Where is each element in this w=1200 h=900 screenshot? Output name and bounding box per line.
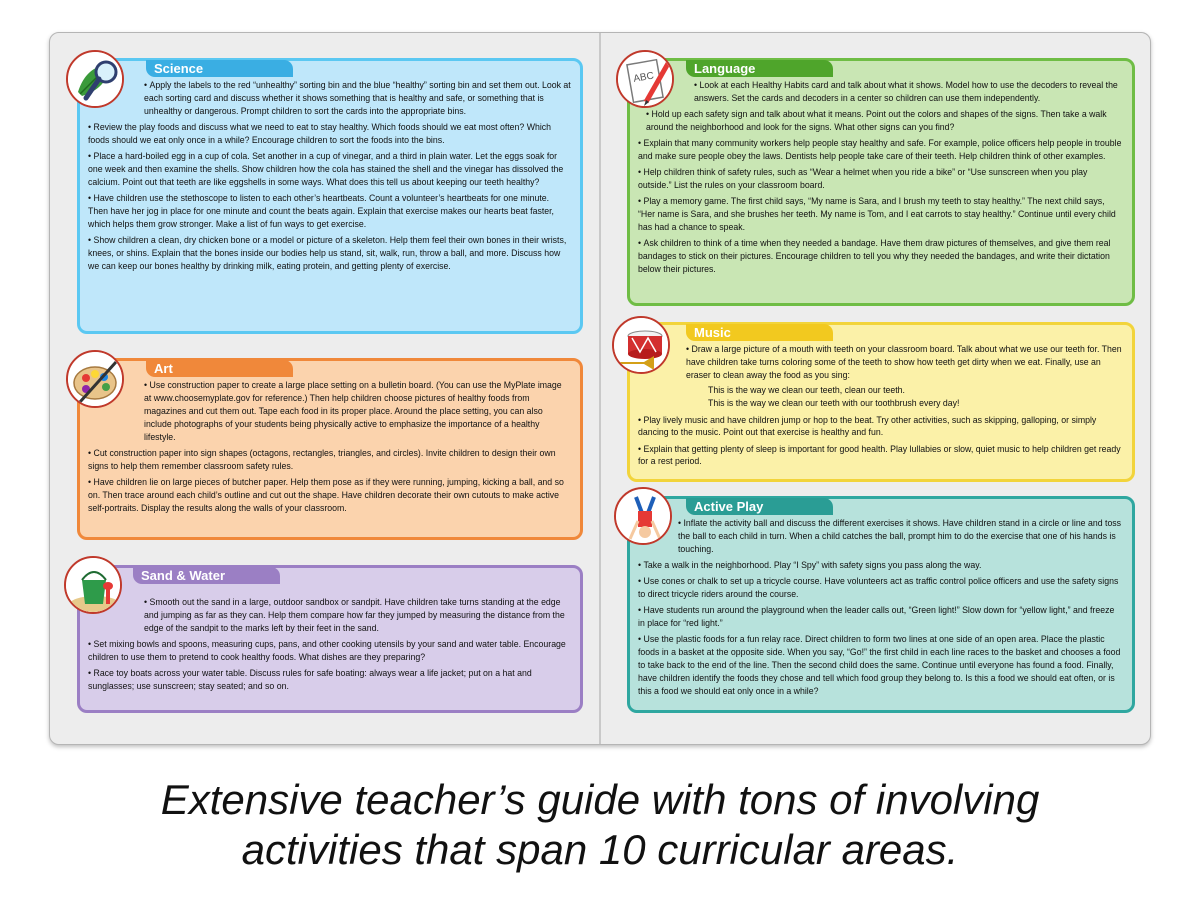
sand-water-panel: [77, 565, 583, 713]
book-spine: [599, 33, 601, 744]
language-panel: [627, 58, 1135, 306]
science-list: [88, 79, 571, 272]
active-play-panel: [627, 496, 1135, 713]
sand-bucket-icon: [64, 556, 122, 614]
list-item: • Take a walk in the neighborhood. Play “I Spy” with safety signs you pass along the way.: [638, 559, 1123, 572]
music-title: Music: [686, 324, 833, 341]
drum-trumpet-icon: [612, 316, 670, 374]
abc-paper-pencil-icon: [616, 50, 674, 108]
list-item: • Ask children to think of a time when they needed a bandage. Have them draw pictures of themselves, and give them real bandages to stick on their pictures. Encourage children to tell you why they needed the bandages, and write their dictation below their pictures.: [638, 237, 1123, 276]
caption-line: Extensive teacher’s guide with tons of involving: [160, 776, 1040, 823]
list-item: • Apply the labels to the red “unhealthy” sorting bin and the blue “healthy” sorting bin and set them out. Look at each sorting card and discuss whether it shows something that is healthy and safe, or something that is unhealthy or dangerous. Prompt children to sort the cards into the appropriate bins.: [88, 79, 571, 118]
list-item: • Use cones or chalk to set up a tricycle course. Have volunteers act as traffic control police officers and use the safety signs to direct tricycle riders around the course.: [638, 575, 1123, 601]
list-item: • Have children lie on large pieces of butcher paper. Help them pose as if they were running, jumping, kicking a ball, and so on. Then trace around each child’s outline and cut out the shape. Have children decorate their own cutouts to make active self-portraits. Display the results along the walls of your classroom.: [88, 476, 571, 515]
music-panel: [627, 322, 1135, 482]
list-item: • Smooth out the sand in a large, outdoor sandbox or sandpit. Have children take turns standing at the edge and jumping as far as they can. Help them compare how far they jumped by measuring the distance from the edge of the sandpit to the marks left by their feet in the sand.: [88, 586, 571, 635]
song-line: This is the way we clean our teeth with our toothbrush every day!: [708, 397, 960, 408]
art-title: Art: [146, 360, 293, 377]
caption-line: activities that span 10 curricular areas.: [241, 826, 959, 873]
list-item: • Review the play foods and discuss what we need to eat to stay healthy. Which foods should we eat most often? Which foods should we eat only once in a while? Encourage children to sort the foods into the bins.: [88, 121, 571, 147]
list-item: • Explain that many community workers help people stay healthy and safe. For example, police officers help people in trouble and make sure people obey the laws. Dentists help people take care of their teeth. Help children think of other examples.: [638, 137, 1123, 163]
paint-palette-icon: [66, 350, 124, 408]
list-item: • Use the plastic foods for a fun relay race. Direct children to form two lines at one side of an open area. Place the plastic foods in a basket at the opposite side. When you say, “Go!” the first child in each line races to the basket and chooses a food to take back to the end of the line. Then the second child does the same. Continue until everyone has found a food. Finally, have children identify the foods they chose and tell which food group they belong to. Is this a food we should eat often, or is this a food we should eat only once in a while?: [638, 633, 1123, 698]
list-item: • Play lively music and have children jump or hop to the beat. Try other activities, such as skipping, galloping, or simply dancing to the music. Point out that exercise is healthy and fun.: [638, 414, 1123, 440]
list-item: • Draw a large picture of a mouth with teeth on your classroom board. Talk about what we use our teeth for. Then have children take turns coloring some of the teeth to show how teeth get dirty when we eat. Finally, use an eraser to clean away the food as you sing:: [638, 343, 1123, 382]
list-item: • Set mixing bowls and spoons, measuring cups, pans, and other cooking utensils by your sand and water table. Encourage children to use them to pretend to cook healthy foods. What dishes are they preparing?: [88, 638, 571, 664]
list-item: • Use construction paper to create a large place setting on a bulletin board. (You can use the MyPlate image at www.choosemyplate.gov for reference.) Then help children choose pictures of healthy foods from magazines and cut them out. Tape each food in its proper place. Around the place setting, you can also include photographs of your students being physically active to emphasize the importance of a healthy lifestyle.: [88, 379, 571, 444]
science-panel: [77, 58, 583, 334]
language-title: Language: [686, 60, 833, 77]
language-list: [638, 79, 1123, 276]
music-list-continued: [638, 414, 1123, 469]
list-item: • Show children a clean, dry chicken bone or a model or picture of a skeleton. Help them feel their own bones in their wrists, knees, or shins. Explain that the bones inside our bodies help us stand, sit, walk, run, throw a ball, and more. Discuss how we can keep our bones healthy by drinking milk, eating protein, and getting plenty of exercise.: [88, 234, 571, 273]
svg-text:ABC: ABC: [632, 70, 655, 85]
list-item: • Inflate the activity ball and discuss the different exercises it shows. Have children stand in a circle or line and toss the ball to each child in turn. When a child catches the ball, prompt him to do the exercise that one of his hands is touching.: [638, 517, 1123, 556]
marketing-caption: [0, 775, 1200, 875]
list-item: • Cut construction paper into sign shapes (octagons, rectangles, triangles, and circles). Invite children to design their own signs to help them remember classroom safety rules.: [88, 447, 571, 473]
list-item: • Race toy boats across your water table. Discuss rules for safe boating: always wear a life jacket; put on a hat and sunglasses; use sunscreen; stay seated; and so on.: [88, 667, 571, 693]
active-play-list: [638, 517, 1123, 698]
music-list: [638, 343, 1123, 382]
science-title: Science: [146, 60, 293, 77]
active-play-title: Active Play: [686, 498, 833, 515]
list-item: • Have children use the stethoscope to listen to each other’s heartbeats. Count a volunteer’s heartbeats for one minute. Then have her jog in place for one minute and count the beats again. Explain that exercise makes our hearts beat faster, which helps them grow stronger. Make a list of fun ways to get exercise.: [88, 192, 571, 231]
art-list: [88, 379, 571, 514]
list-item: • Play a memory game. The first child says, “My name is Sara, and I brush my teeth to stay healthy.” The next child says, “Her name is Sara, and she brushes her teeth. My name is Tom, and I eat carrots to stay healthy.” Continue until every child has had a chance to speak.: [638, 195, 1123, 234]
list-item: • Look at each Healthy Habits card and talk about what it shows. Model how to use the decoders to reveal the answers. Set the cards and decoders in a center so children can use them independently.: [638, 79, 1123, 105]
song-line: This is the way we clean our teeth, clean our teeth.: [708, 384, 905, 395]
art-panel: [77, 358, 583, 540]
magnifying-glass-leaf-icon: [66, 50, 124, 108]
list-item: • Place a hard-boiled egg in a cup of cola. Set another in a cup of vinegar, and a third in plain water. Let the eggs soak for one week and then examine the shells. Show children how the cola has stained the shell and the vinegar has dissolved the calcium. Point out that teeth are like eggshells in some ways. What does this tell us about keeping our teeth healthy?: [88, 150, 571, 189]
sand-water-title: Sand & Water: [133, 567, 280, 584]
list-item: • Help children think of safety rules, such as “Wear a helmet when you ride a bike” or “Use sunscreen when you play outside.” List the rules on your classroom board.: [638, 166, 1123, 192]
child-handstand-icon: [614, 487, 672, 545]
list-item: • Have students run around the playground when the leader calls out, “Green light!” Slow down for “yellow light,” and freeze in place for “red light.”: [638, 604, 1123, 630]
list-item: • Explain that getting plenty of sleep is important for good health. Play lullabies or slow, quiet music to help children get ready for a rest period.: [638, 443, 1123, 469]
sand-water-list: [88, 586, 571, 693]
list-item: • Hold up each safety sign and talk about what it means. Point out the colors and shapes of the signs. Then take a walk around the neighborhood and look for the signs. What other signs can you find?: [638, 108, 1123, 134]
song-lyrics: [638, 384, 1123, 410]
